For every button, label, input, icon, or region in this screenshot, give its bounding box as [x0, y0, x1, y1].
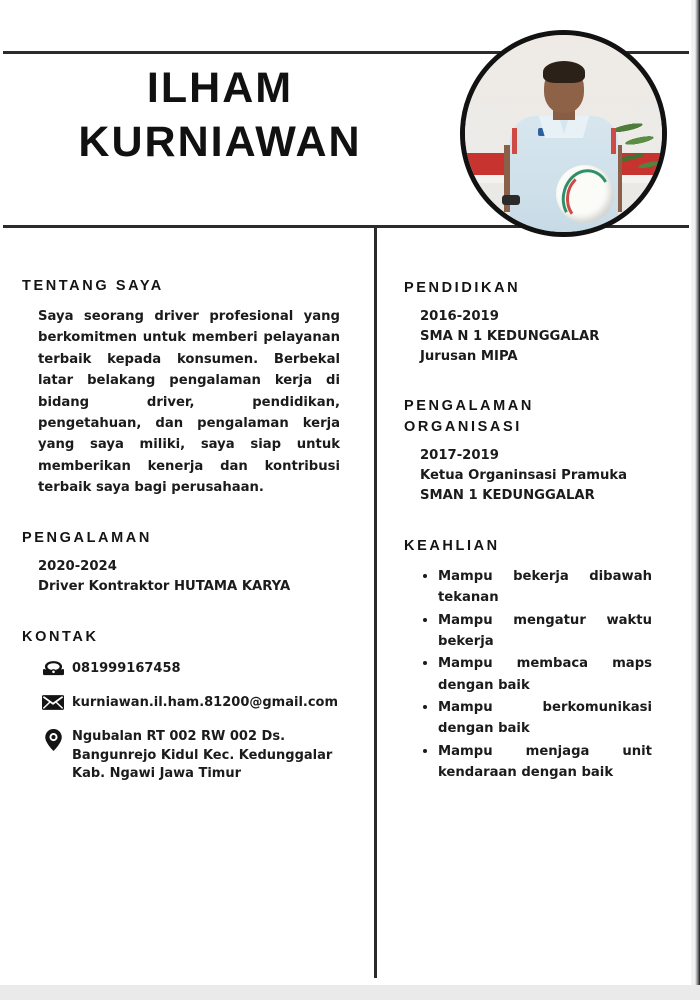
name-last: KURNIAWAN — [78, 117, 362, 166]
contact-address-value — [68, 728, 332, 785]
organization-heading-line2: ORGANISASI — [404, 419, 522, 436]
education-major: Jurusan MIPA — [420, 348, 518, 364]
column-divider — [374, 228, 377, 978]
experience-role: Driver Kontraktor HUTAMA KARYA — [38, 579, 291, 595]
spacer — [404, 506, 652, 536]
photo-wristwatch — [502, 195, 520, 205]
list-item: Mampu membaca maps dengan baik — [438, 653, 652, 696]
list-item: Mampu mengatur waktu bekerja — [438, 610, 652, 653]
contact-address-row[interactable] — [38, 728, 340, 785]
address-line-2: Bangunrejo Kidul Kec. Kedunggalar — [72, 747, 333, 763]
organization-school: SMAN 1 KEDUNGGALAR — [420, 488, 595, 504]
organization-years: 2017-2019 — [420, 448, 499, 464]
list-item: Mampu berkomunikasi dengan baik — [438, 697, 652, 740]
about-body: Saya seorang driver profesional yang berkomitmen untuk memberi pelayanan terbaik kepada konsumen. Berbekal latar belakang pengalaman kerja di bidang driver, pendidikan, pengetahuan, dan pengalaman kerja yang saya miliki, saya siap untuk memberikan kenerja dan kontribusi terbaik saya bagi perusahaan. — [38, 309, 340, 496]
education-school: SMA N 1 KEDUNGGALAR — [420, 328, 600, 344]
photo-shirt-trim-right — [611, 128, 616, 154]
list-item: Mampu menjaga unit kendaraan dengan baik — [438, 741, 652, 784]
education-heading: PENDIDIKAN — [404, 280, 521, 296]
spacer — [404, 366, 652, 396]
contact-email-value: kurniawan.il.ham.81200@gmail.com — [72, 694, 339, 710]
left-column — [22, 276, 340, 799]
experience-years: 2020-2024 — [38, 559, 117, 575]
address-line-1: Ngubalan RT 002 RW 002 Ds. — [72, 728, 286, 744]
page-right-edge — [691, 0, 700, 1000]
contact-phone-row[interactable] — [38, 660, 340, 679]
envelope-icon — [38, 694, 68, 710]
spacer — [22, 597, 340, 627]
organization-heading-line1: PENGALAMAN — [404, 398, 534, 415]
spacer — [22, 498, 340, 528]
experience-heading: PENGALAMAN — [22, 530, 152, 547]
contact-list — [22, 660, 340, 784]
photo-hair — [543, 61, 585, 83]
list-item: Mampu bekerja dibawah tekanan — [438, 566, 652, 609]
skills-heading: KEAHLIAN — [404, 537, 500, 554]
telephone-icon — [38, 660, 68, 677]
contact-phone-value: 081999167458 — [72, 661, 181, 677]
education-years: 2016-2019 — [420, 309, 499, 325]
name-first: ILHAM — [146, 64, 294, 112]
map-pin-icon — [38, 728, 68, 751]
page-title — [0, 62, 440, 170]
skills-list — [404, 566, 652, 784]
organization-role: Ketua Organinsasi Pramuka — [420, 468, 628, 484]
about-heading: TENTANG SAYA — [22, 278, 164, 294]
page-bottom-edge — [0, 985, 700, 1000]
contact-email-row[interactable] — [38, 694, 340, 713]
address-line-3: Kab. Ngawi Jawa Timur — [72, 766, 242, 782]
avatar — [460, 30, 667, 237]
right-column — [404, 278, 652, 785]
contact-heading: KONTAK — [22, 629, 99, 645]
photo-shirt-trim-left — [512, 128, 517, 154]
